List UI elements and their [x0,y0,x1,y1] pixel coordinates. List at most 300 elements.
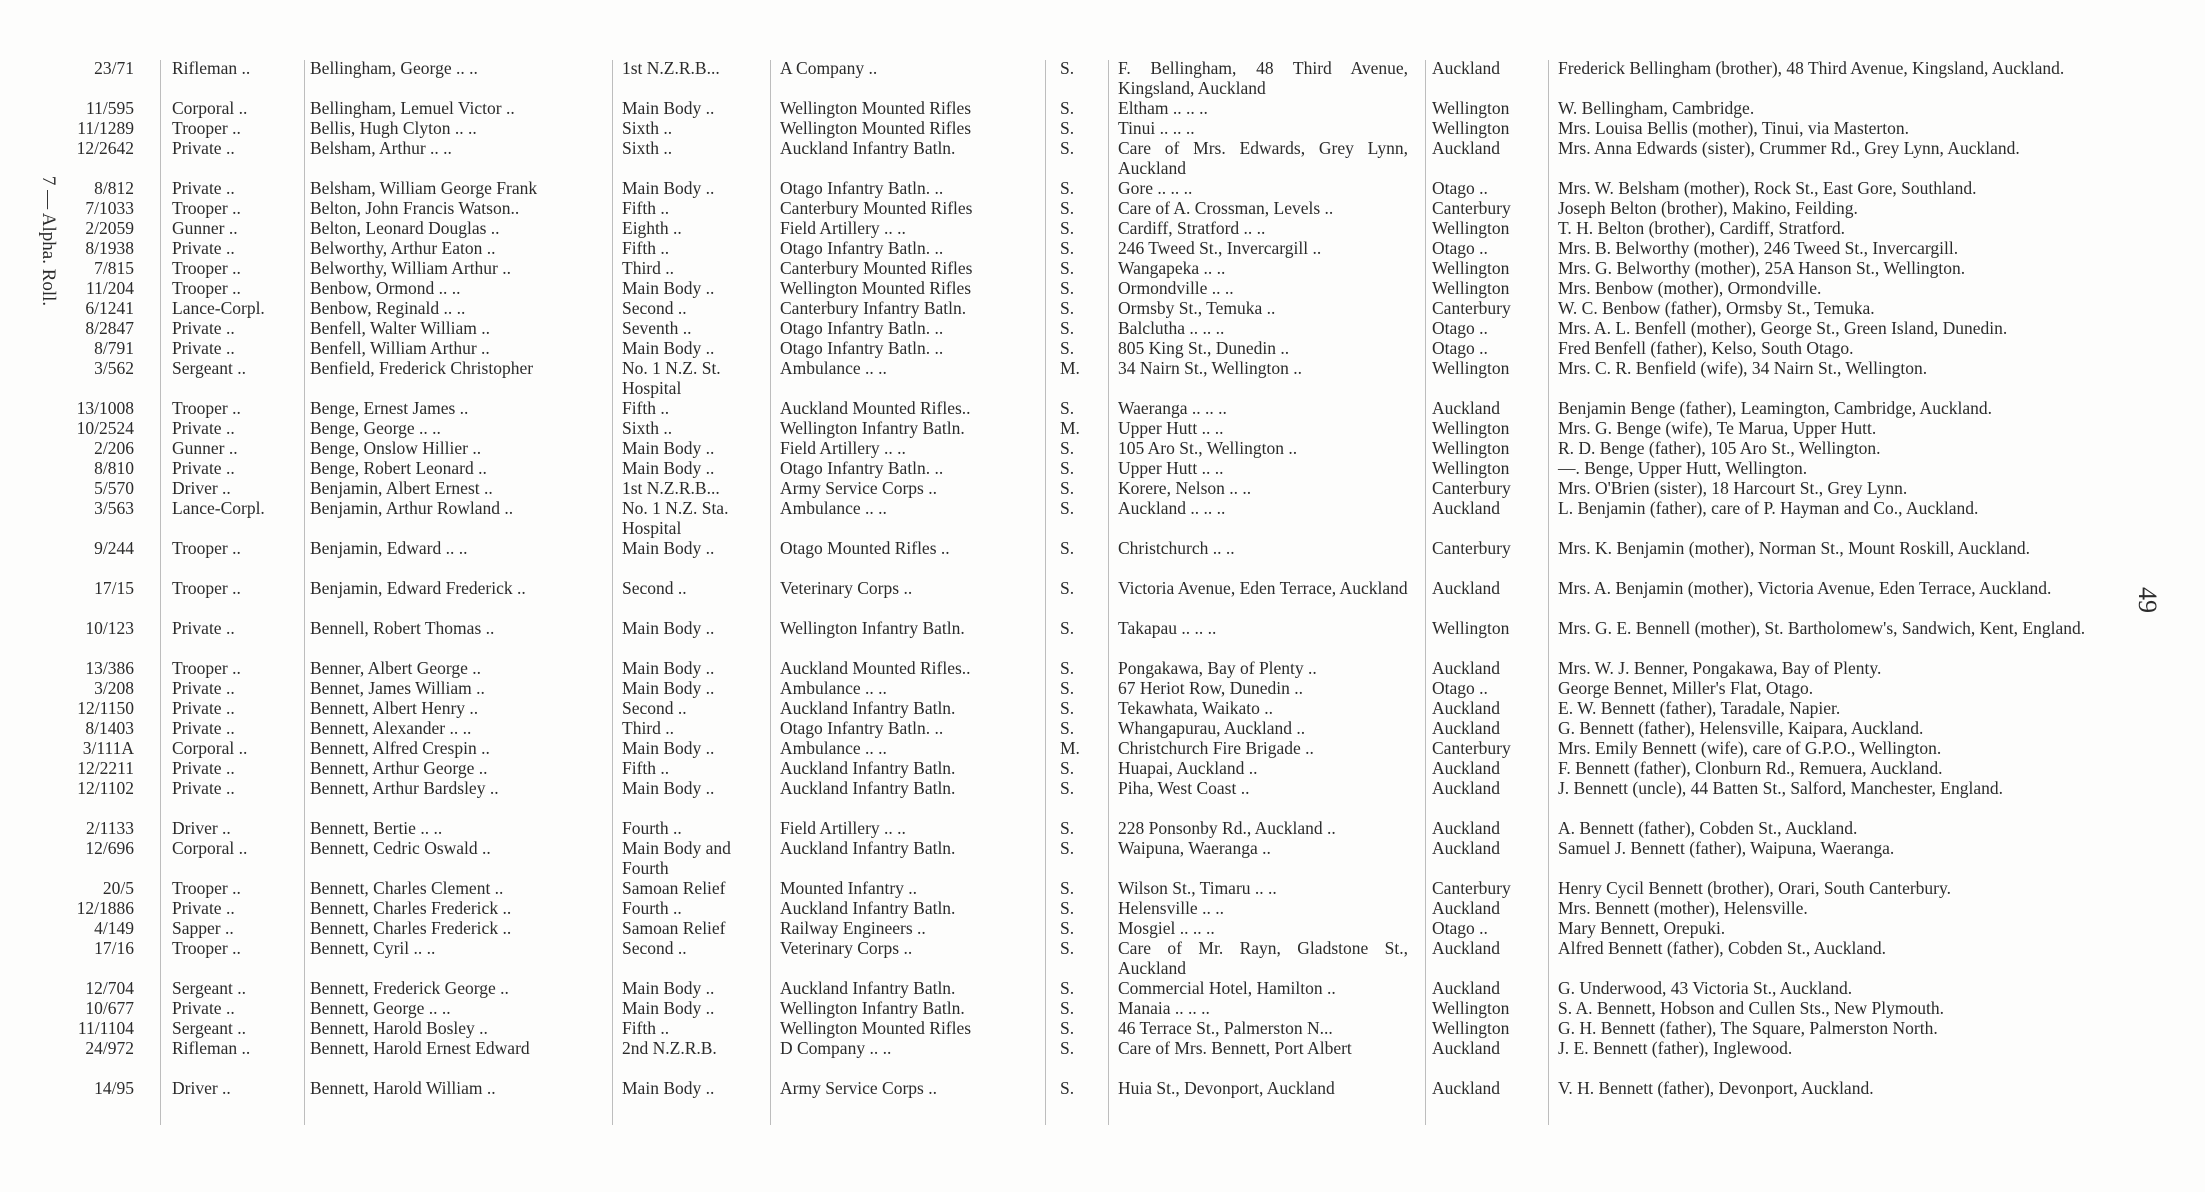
entry-rank: Private .. [172,678,235,698]
entry-name: Bennett, Bertie .. .. [310,818,443,838]
entry-kin: Mrs. A. L. Benfell (mother), George St., Green Island, Dunedin. [1558,318,2008,338]
entry-rank: Trooper .. [172,938,241,958]
entry-name: Bennett, Charles Frederick .. [310,918,512,938]
roll-entry-row [0,98,2205,120]
entry-rank: Trooper .. [172,658,241,678]
entry-province: Auckland [1432,58,1501,78]
entry-name: Belsham, William George Frank [310,178,538,198]
entry-num: 8/810 [94,458,134,478]
entry-name: Benge, Onslow Hillier .. [310,438,482,458]
entry-num: 20/5 [102,878,134,898]
roll-entry-row [0,478,2205,500]
roll-entry-row [0,578,2205,600]
entry-unit: Otago Infantry Batln. .. [780,718,944,738]
entry-address: Takapau .. .. .. [1118,618,1217,638]
entry-status: S. [1060,578,1075,598]
entry-address: Balclutha .. .. .. [1118,318,1225,338]
entry-rank: Private .. [172,458,235,478]
entry-rank: Sergeant .. [172,978,247,998]
entry-unit: Canterbury Mounted Rifles [780,258,973,278]
roll-entry-row [0,458,2205,480]
entry-rank: Private .. [172,718,235,738]
entry-unit: Field Artillery .. .. [780,818,906,838]
entry-num: 8/1403 [85,718,134,738]
entry-name: Belworthy, William Arthur .. [310,258,512,278]
entry-draft: Main Body .. [622,458,715,478]
entry-unit: Wellington Mounted Rifles [780,278,972,298]
entry-rank: Trooper .. [172,878,241,898]
roll-entry-row [0,298,2205,320]
entry-status: S. [1060,178,1075,198]
roll-entry-row [0,778,2205,800]
entry-num: 8/1938 [85,238,134,258]
entry-province: Auckland [1432,398,1501,418]
entry-province: Auckland [1432,498,1501,518]
entry-name: Bennet, James William .. [310,678,485,698]
entry-address: Waeranga .. .. .. [1118,398,1227,418]
entry-name: Bennell, Robert Thomas .. [310,618,495,638]
entry-unit: Otago Mounted Rifles .. [780,538,950,558]
entry-rank: Sapper .. [172,918,234,938]
entry-unit: D Company .. .. [780,1038,892,1058]
entry-draft: Seventh .. [622,318,692,338]
entry-draft: Sixth .. [622,418,673,438]
roll-entry-row [0,1018,2205,1040]
entry-address: Care of Mrs. Bennett, Port Albert [1118,1038,1352,1058]
entry-unit: Auckland Infantry Batln. [780,838,956,858]
entry-draft: Fifth .. [622,198,670,218]
entry-province: Otago .. [1432,318,1488,338]
entry-rank: Trooper .. [172,578,241,598]
entry-province: Auckland [1432,758,1501,778]
entry-kin: L. Benjamin (father), care of P. Hayman and Co., Auckland. [1558,498,1979,518]
entry-province: Auckland [1432,578,1501,598]
entry-address: Manaia .. .. .. [1118,998,1210,1018]
entry-status: S. [1060,1038,1075,1058]
entry-address: Commercial Hotel, Hamilton .. [1118,978,1336,998]
entry-kin: W. C. Benbow (father), Ormsby St., Temuka. [1558,298,1875,318]
entry-province: Wellington [1432,1018,1510,1038]
entry-unit: Army Service Corps .. [780,478,937,498]
entry-status: S. [1060,758,1075,778]
entry-kin: Mary Bennett, Orepuki. [1558,918,1726,938]
entry-rank: Private .. [172,998,235,1018]
roll-entry-row [0,218,2205,240]
entry-province: Auckland [1432,138,1501,158]
entry-name: Benge, Ernest James .. [310,398,469,418]
roll-entry-row [0,978,2205,1000]
roll-entry-row [0,758,2205,780]
entry-draft: Main Body .. [622,778,715,798]
entry-num: 9/244 [94,538,134,558]
entry-num: 3/563 [94,498,134,518]
entry-province: Wellington [1432,358,1510,378]
entry-name: Benbow, Ormond .. .. [310,278,461,298]
entry-status: S. [1060,138,1075,158]
entry-unit: Wellington Mounted Rifles [780,118,972,138]
entry-draft: Fourth .. [622,898,682,918]
entry-num: 3/208 [94,678,134,698]
entry-draft: Eighth .. [622,218,682,238]
entry-unit: Veterinary Corps .. [780,578,913,598]
roll-entry-row [0,1078,2205,1100]
entry-kin: A. Bennett (father), Cobden St., Auckland. [1558,818,1858,838]
entry-status: S. [1060,338,1075,358]
entry-status: S. [1060,898,1075,918]
entry-province: Auckland [1432,1078,1501,1098]
entry-status: S. [1060,98,1075,118]
entry-num: 23/71 [94,58,134,78]
entry-address: Victoria Avenue, Eden Terrace, Auckland [1118,578,1408,598]
entry-num: 5/570 [94,478,134,498]
entry-rank: Private .. [172,418,235,438]
entry-province: Wellington [1432,998,1510,1018]
entry-num: 12/2642 [76,138,134,158]
entry-kin: G. Underwood, 43 Victoria St., Auckland. [1558,978,1853,998]
entry-province: Canterbury [1432,538,1511,558]
entry-address: Pongakawa, Bay of Plenty .. [1118,658,1317,678]
entry-address: Care of Mrs. Edwards, Grey Lynn, Auckland [1118,138,1408,178]
entry-address: Christchurch .. .. [1118,538,1235,558]
entry-address: Huapai, Auckland .. [1118,758,1258,778]
entry-draft: Main Body .. [622,618,715,638]
entry-status: M. [1060,418,1080,438]
entry-unit: Veterinary Corps .. [780,938,913,958]
entry-draft: 1st N.Z.R.B... [622,58,720,78]
entry-kin: J. Bennett (uncle), 44 Batten St., Salford, Manchester, England. [1558,778,2003,798]
entry-unit: Wellington Mounted Rifles [780,98,972,118]
entry-kin: Mrs. O'Brien (sister), 18 Harcourt St., Grey Lynn. [1558,478,1908,498]
entry-kin: Mrs. Benbow (mother), Ormondville. [1558,278,1822,298]
entry-rank: Trooper .. [172,198,241,218]
entry-status: S. [1060,878,1075,898]
entry-province: Wellington [1432,118,1510,138]
roll-entry-row [0,438,2205,460]
entry-name: Bellingham, Lemuel Victor .. [310,98,515,118]
entry-kin: W. Bellingham, Cambridge. [1558,98,1755,118]
roll-entry-row [0,718,2205,740]
entry-province: Auckland [1432,898,1501,918]
entry-kin: Mrs. Anna Edwards (sister), Crummer Rd., Grey Lynn, Auckland. [1558,138,2020,158]
entry-num: 12/1102 [77,778,134,798]
entry-num: 10/123 [85,618,134,638]
entry-name: Belton, Leonard Douglas .. [310,218,500,238]
entry-num: 2/2059 [85,218,134,238]
entry-kin: Mrs. Louisa Bellis (mother), Tinui, via Masterton. [1558,118,1909,138]
entry-draft: Main Body .. [622,538,715,558]
roll-entry-row [0,678,2205,700]
entry-unit: Auckland Infantry Batln. [780,698,956,718]
entry-draft: Main Body .. [622,178,715,198]
entry-unit: Field Artillery .. .. [780,438,906,458]
entry-status: S. [1060,978,1075,998]
entry-name: Bennett, Albert Henry .. [310,698,479,718]
entry-name: Benner, Albert George .. [310,658,482,678]
entry-name: Bennett, Charles Clement .. [310,878,504,898]
roll-entry-row [0,998,2205,1020]
entry-name: Benbow, Reginald .. .. [310,298,466,318]
entry-draft: Fifth .. [622,238,670,258]
entry-address: Piha, West Coast .. [1118,778,1250,798]
entry-draft: Second .. [622,578,687,598]
entry-draft: Samoan Relief [622,878,726,898]
entry-unit: Wellington Mounted Rifles [780,1018,972,1038]
entry-status: S. [1060,238,1075,258]
entry-address: 67 Heriot Row, Dunedin .. [1118,678,1304,698]
entry-unit: Wellington Infantry Batln. [780,998,965,1018]
entry-draft: Second .. [622,698,687,718]
entry-name: Bennett, Harold Ernest Edward [310,1038,530,1058]
entry-rank: Gunner .. [172,218,238,238]
entry-status: S. [1060,318,1075,338]
entry-address: Gore .. .. .. [1118,178,1193,198]
entry-num: 17/15 [94,578,134,598]
entry-draft: Main Body .. [622,678,715,698]
roll-entry-row [0,358,2205,398]
entry-kin: G. Bennett (father), Helensville, Kaipara, Auckland. [1558,718,1924,738]
entry-unit: Ambulance .. .. [780,738,887,758]
entry-unit: Auckland Infantry Batln. [780,978,956,998]
entry-unit: Auckland Infantry Batln. [780,758,956,778]
entry-status: S. [1060,458,1075,478]
entry-province: Wellington [1432,418,1510,438]
entry-draft: Samoan Relief [622,918,726,938]
roll-entry-row [0,278,2205,300]
entry-kin: Mrs. Emily Bennett (wife), care of G.P.O., Wellington. [1558,738,1942,758]
entry-draft: Second .. [622,298,687,318]
entry-draft: Third .. [622,718,675,738]
entry-address: Waipuna, Waeranga .. [1118,838,1271,858]
entry-status: S. [1060,278,1075,298]
entry-unit: Ambulance .. .. [780,498,887,518]
entry-name: Bennett, Cedric Oswald .. [310,838,491,858]
entry-num: 12/1886 [76,898,134,918]
entry-kin: J. E. Bennett (father), Inglewood. [1558,1038,1793,1058]
roll-entry-row [0,938,2205,978]
entry-unit: Army Service Corps .. [780,1078,937,1098]
entry-kin: S. A. Bennett, Hobson and Cullen Sts., New Plymouth. [1558,998,1944,1018]
entry-kin: George Bennet, Miller's Flat, Otago. [1558,678,1814,698]
entry-draft: Main Body .. [622,738,715,758]
entry-num: 8/2847 [85,318,134,338]
entry-unit: Canterbury Mounted Rifles [780,198,973,218]
roll-entry-row [0,1038,2205,1060]
entry-rank: Private .. [172,338,235,358]
entry-address: Eltham .. .. .. [1118,98,1208,118]
entry-province: Wellington [1432,98,1510,118]
entry-kin: Frederick Bellingham (brother), 48 Third Avenue, Kingsland, Auckland. [1558,58,2065,78]
entry-name: Belworthy, Arthur Eaton .. [310,238,496,258]
entry-province: Canterbury [1432,298,1511,318]
entry-address: 46 Terrace St., Palmerston N... [1118,1018,1333,1038]
entry-draft: Main Body .. [622,278,715,298]
entry-name: Benjamin, Edward Frederick .. [310,578,526,598]
entry-num: 12/2211 [77,758,134,778]
entry-draft: Fifth .. [622,1018,670,1038]
entry-num: 7/815 [94,258,134,278]
entry-rank: Corporal .. [172,738,248,758]
entry-draft: 2nd N.Z.R.B. [622,1038,717,1058]
entry-address: Christchurch Fire Brigade .. [1118,738,1314,758]
entry-name: Bellis, Hugh Clyton .. .. [310,118,477,138]
entry-num: 24/972 [85,1038,134,1058]
entry-draft: 1st N.Z.R.B... [622,478,720,498]
entry-unit: Auckland Mounted Rifles.. [780,658,971,678]
entry-rank: Private .. [172,898,235,918]
entry-draft: Main Body .. [622,978,715,998]
roll-entry-row [0,58,2205,98]
entry-num: 8/812 [94,178,134,198]
roll-entry-row [0,538,2205,560]
entry-kin: Mrs. Bennett (mother), Helensville. [1558,898,1808,918]
entry-kin: —. Benge, Upper Hutt, Wellington. [1558,458,1808,478]
entry-status: S. [1060,678,1075,698]
entry-province: Wellington [1432,278,1510,298]
entry-status: S. [1060,918,1075,938]
entry-name: Bennett, George .. .. [310,998,451,1018]
entry-name: Benfield, Frederick Christopher [310,358,534,378]
entry-num: 7/1033 [85,198,134,218]
entry-unit: Canterbury Infantry Batln. [780,298,967,318]
entry-name: Benfell, William Arthur .. [310,338,490,358]
entry-kin: Mrs. A. Benjamin (mother), Victoria Avenue, Eden Terrace, Auckland. [1558,578,2052,598]
entry-province: Auckland [1432,838,1501,858]
entry-status: M. [1060,738,1080,758]
entry-address: F. Bellingham, 48 Third Avenue, Kingsland, Auckland [1118,58,1408,98]
entry-kin: Alfred Bennett (father), Cobden St., Auckland. [1558,938,1887,958]
entry-kin: V. H. Bennett (father), Devonport, Auckland. [1558,1078,1874,1098]
entry-name: Bennett, Alexander .. .. [310,718,472,738]
entry-kin: Samuel J. Bennett (father), Waipuna, Waeranga. [1558,838,1895,858]
entry-status: S. [1060,718,1075,738]
entry-num: 11/595 [86,98,134,118]
entry-num: 13/1008 [76,398,134,418]
entry-address: Wilson St., Timaru .. .. [1118,878,1277,898]
entry-kin: Fred Benfell (father), Kelso, South Otago. [1558,338,1854,358]
entry-draft: Sixth .. [622,138,673,158]
entry-kin: Mrs. C. R. Benfield (wife), 34 Nairn St., Wellington. [1558,358,1928,378]
entry-rank: Private .. [172,318,235,338]
entry-address: Tekawhata, Waikato .. [1118,698,1273,718]
entry-kin: Mrs. G. Belworthy (mother), 25A Hanson St., Wellington. [1558,258,1966,278]
entry-status: S. [1060,818,1075,838]
entry-draft: Third .. [622,258,675,278]
entry-num: 3/562 [94,358,134,378]
roll-entry-row [0,658,2205,680]
entry-status: S. [1060,398,1075,418]
entry-address: Upper Hutt .. .. [1118,458,1224,478]
entry-name: Bennett, Alfred Crespin .. [310,738,490,758]
entry-rank: Private .. [172,138,235,158]
entry-num: 10/2524 [76,418,134,438]
entry-num: 3/111A [82,738,134,758]
entry-address: 246 Tweed St., Invercargill .. [1118,238,1322,258]
roll-entry-row [0,418,2205,440]
entry-province: Canterbury [1432,878,1511,898]
entry-address: Helensville .. .. [1118,898,1224,918]
entry-address: Care of Mr. Rayn, Gladstone St., Auckland [1118,938,1408,978]
entry-address: Auckland .. .. .. [1118,498,1226,518]
entry-province: Canterbury [1432,478,1511,498]
entry-num: 8/791 [94,338,134,358]
entry-name: Bennett, Cyril .. .. [310,938,436,958]
roll-entry-row [0,878,2205,900]
entry-province: Otago .. [1432,338,1488,358]
roll-entry-row [0,818,2205,840]
entry-address: Tinui .. .. .. [1118,118,1195,138]
side-label-text: 7 — Alpha. Roll. [38,175,59,307]
entry-name: Bennett, Charles Frederick .. [310,898,512,918]
entry-name: Benge, Robert Leonard .. [310,458,487,478]
entry-name: Bellingham, George .. .. [310,58,478,78]
roll-entry-row [0,398,2205,420]
entry-kin: Benjamin Benge (father), Leamington, Cambridge, Auckland. [1558,398,1992,418]
entry-name: Benjamin, Edward .. .. [310,538,468,558]
entry-num: 11/1104 [77,1018,134,1038]
roll-entry-row [0,318,2205,340]
entry-unit: Ambulance .. .. [780,678,887,698]
entry-rank: Rifleman .. [172,1038,251,1058]
roll-entry-row [0,498,2205,538]
entry-province: Otago .. [1432,678,1488,698]
entry-num: 4/149 [94,918,134,938]
entry-unit: Field Artillery .. .. [780,218,906,238]
entry-kin: T. H. Belton (brother), Cardiff, Stratford. [1558,218,1846,238]
entry-status: S. [1060,1018,1075,1038]
entry-rank: Rifleman .. [172,58,251,78]
entry-status: S. [1060,258,1075,278]
entry-draft: Main Body .. [622,998,715,1018]
entry-num: 14/95 [94,1078,134,1098]
entry-address: Ormsby St., Temuka .. [1118,298,1276,318]
entry-draft: Main Body .. [622,98,715,118]
entry-rank: Lance-Corpl. [172,298,265,318]
entry-draft: Fifth .. [622,398,670,418]
entry-status: M. [1060,358,1080,378]
entry-status: S. [1060,618,1075,638]
entry-draft: Main Body .. [622,438,715,458]
entry-status: S. [1060,118,1075,138]
entry-status: S. [1060,58,1075,78]
roll-entry-row [0,838,2205,878]
entry-unit: Wellington Infantry Batln. [780,418,965,438]
entry-rank: Private .. [172,618,235,638]
entry-rank: Private .. [172,698,235,718]
entry-name: Benjamin, Albert Ernest .. [310,478,493,498]
roll-entry-row [0,898,2205,920]
entry-unit: Ambulance .. .. [780,358,887,378]
entry-draft: Second .. [622,938,687,958]
entry-num: 11/1289 [77,118,134,138]
entry-province: Auckland [1432,658,1501,678]
entry-province: Wellington [1432,458,1510,478]
entry-unit: Auckland Infantry Batln. [780,898,956,918]
entry-province: Auckland [1432,938,1501,958]
entry-num: 2/1133 [86,818,134,838]
entry-unit: Auckland Infantry Batln. [780,138,956,158]
entry-name: Bennett, Harold Bosley .. [310,1018,488,1038]
entry-province: Otago .. [1432,918,1488,938]
entry-kin: Mrs. K. Benjamin (mother), Norman St., Mount Roskill, Auckland. [1558,538,2030,558]
roll-entry-row [0,258,2205,280]
entry-unit: Otago Infantry Batln. .. [780,318,944,338]
entry-num: 13/386 [85,658,134,678]
entry-unit: Mounted Infantry .. [780,878,918,898]
entry-status: S. [1060,438,1075,458]
entry-unit: Railway Engineers .. [780,918,926,938]
entry-address: 34 Nairn St., Wellington .. [1118,358,1302,378]
entry-province: Canterbury [1432,738,1511,758]
